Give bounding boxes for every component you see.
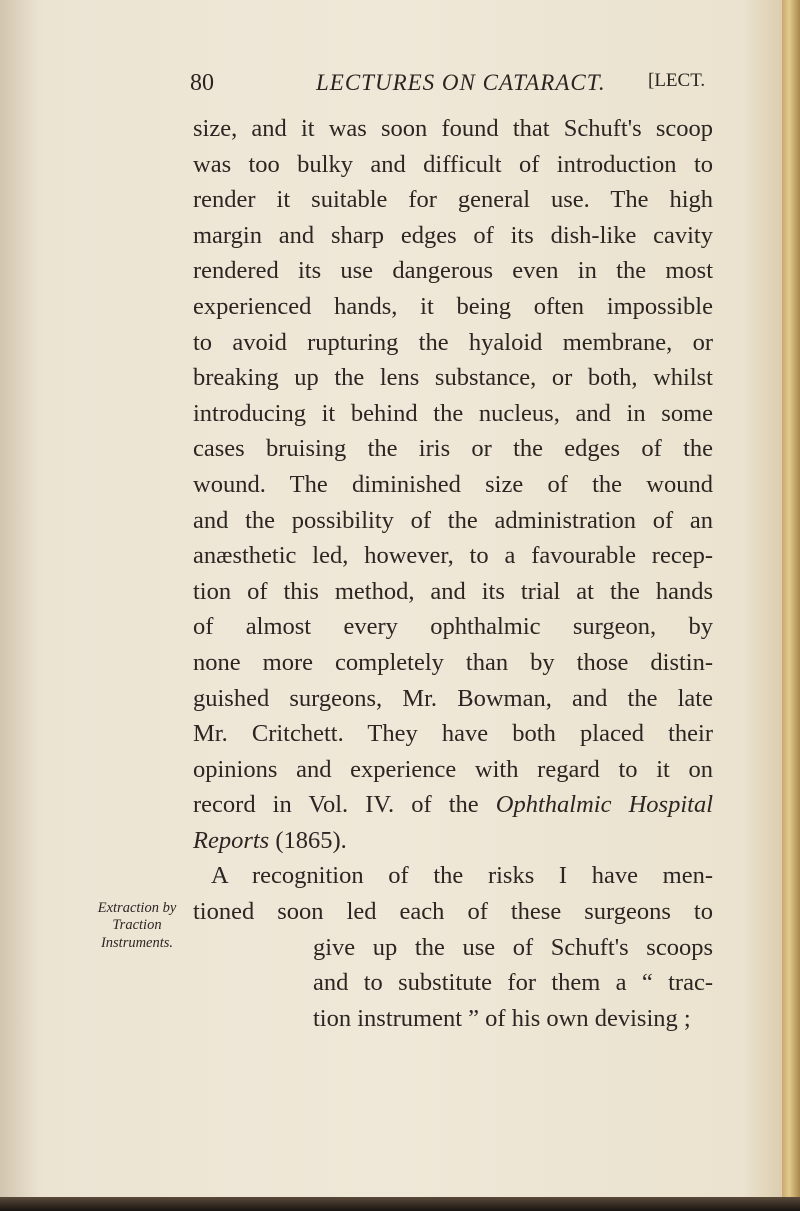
publication-year: (1865). (275, 826, 347, 854)
marginal-note (82, 900, 192, 952)
text-line: margin and sharp edges of its dish-like cavity (193, 221, 713, 249)
text-line: rendered its use dangerous even in the most (193, 257, 713, 285)
section-tag: [LECT. (648, 70, 706, 91)
journal-title: Ophthalmic Hospital (495, 791, 713, 819)
page-header (190, 70, 710, 110)
marginal-note-line: Instruments. (100, 935, 174, 951)
page-gutter-shadow (0, 0, 40, 1200)
text-line: guished surgeons, Mr. Bowman, and the late (193, 684, 713, 712)
book-page-edge (782, 0, 800, 1211)
body-text (193, 111, 713, 1036)
text-line: tioned soon led each of these surgeons to (193, 898, 713, 926)
text-line: of almost every ophthalmic surgeon, by (193, 613, 713, 641)
page-number: 80 (190, 70, 214, 96)
text-line: size, and it was soon found that Schuft's scoop (193, 115, 713, 142)
text-line-reports (193, 823, 713, 859)
journal-title-cont: Reports (193, 826, 270, 854)
text-line: give up the use of Schuft's scoops (313, 933, 713, 961)
text-line: and the possibility of the administration of an (193, 506, 713, 534)
text-line: opinions and experience with regard to it on (193, 755, 713, 783)
text-line: experienced hands, it being often impossible (193, 292, 713, 320)
text-line: cases bruising the iris or the edges of the (193, 435, 713, 463)
text-line-with-journal (193, 787, 713, 823)
text-line: Mr. Critchett. They have both placed their (193, 720, 713, 748)
text-line: render it suitable for general use. The high (193, 186, 713, 214)
text-line: was too bulky and difficult of introduction to (193, 150, 713, 178)
text-line: introducing it behind the nucleus, and in some (193, 399, 713, 427)
text-line: tion of this method, and its trial at the hands (193, 577, 713, 605)
text-line: anæsthetic led, however, to a favourable recep- (193, 542, 713, 570)
text-line: breaking up the lens substance, or both, whilst (193, 364, 713, 392)
marginal-note-line: Extraction by (97, 900, 177, 916)
text-line: and to substitute for them a “ trac- (313, 969, 713, 997)
text-line: to avoid rupturing the hyaloid membrane, or (193, 328, 713, 356)
marginal-note-line: Traction (112, 917, 162, 933)
text-fragment: record in Vol. IV. of the (193, 791, 479, 819)
running-title: LECTURES ON CATARACT. (316, 70, 606, 95)
text-line: wound. The diminished size of the wound (193, 470, 713, 498)
text-line: none more completely than by those distin- (193, 648, 713, 676)
book-binding-shadow (0, 1197, 800, 1211)
paragraph-start-line: A recognition of the risks I have men- (211, 862, 713, 890)
text-line: tion instrument ” of his own devising ; (313, 1004, 691, 1032)
